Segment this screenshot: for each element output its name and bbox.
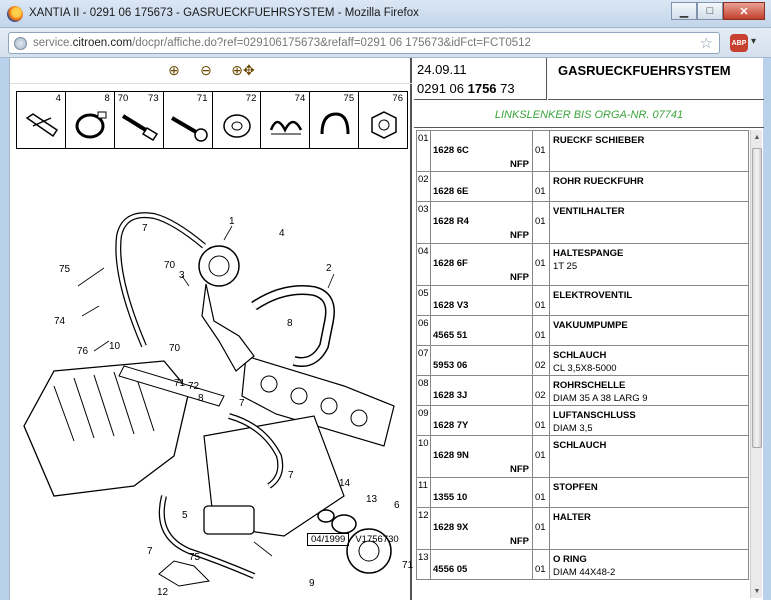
part-reference[interactable]: 1628 R4 (433, 216, 469, 227)
socket-screw-icon (170, 106, 210, 144)
pan-zoom-icon[interactable]: ⊕✥ (231, 62, 255, 78)
description-cell (550, 172, 748, 201)
quantity-cell (533, 244, 550, 285)
fastener-number: 74 (294, 93, 306, 104)
parts-row[interactable] (416, 172, 749, 202)
reference-cell (431, 478, 533, 507)
system-title: GASRUECKFUEHRSYSTEM (558, 63, 731, 78)
description-cell (550, 346, 748, 375)
callout-74: 74 (54, 316, 66, 327)
part-reference[interactable]: 1628 9N (433, 450, 469, 461)
item-number: 09 (417, 406, 431, 435)
part-name: SCHLAUCH (553, 350, 607, 361)
quantity: 01 (535, 564, 546, 575)
item-number: 07 (417, 346, 431, 375)
reference-cell (431, 436, 533, 477)
fastener-number: 72 (245, 93, 257, 104)
description-cell (550, 508, 748, 549)
nfp-flag: NFP (510, 272, 529, 283)
item-number: 03 (417, 202, 431, 243)
reference-cell (431, 131, 533, 171)
site-identity-icon[interactable] (14, 37, 27, 50)
zoom-out-icon[interactable]: ⊖ (200, 62, 212, 78)
hose-clamp-icon (72, 106, 110, 144)
window-controls (671, 2, 765, 20)
fastener-cell (17, 92, 66, 148)
adblock-icon[interactable]: ABP (730, 34, 748, 52)
diagram-reference (307, 534, 399, 545)
part-name: HALTESPANGE (553, 248, 624, 259)
quantity: 02 (535, 360, 546, 371)
callout-76: 76 (77, 346, 89, 357)
diagram-code: V1756730 (355, 534, 399, 545)
washer-icon (219, 106, 257, 144)
reference-cell (431, 244, 533, 285)
callout-75a: 75 (59, 264, 71, 275)
fastener-cell (115, 92, 164, 148)
callout-3: 3 (179, 270, 185, 281)
double-clip-icon (267, 106, 305, 144)
url-bar[interactable] (8, 32, 720, 54)
fastener-number: 71 (196, 93, 208, 104)
url-text[interactable]: service.citroen.com/docpr/affiche.do?ref=029106175673&refaff=0291 06 175673&idFct=FCT0512 (33, 37, 531, 49)
parts-row[interactable] (416, 286, 749, 316)
item-number: 13 (417, 550, 431, 579)
maximize-button[interactable]: □ (697, 2, 723, 20)
quantity-cell (533, 376, 550, 405)
quantity-cell (533, 406, 550, 435)
description-cell (550, 478, 748, 507)
adblock-dropdown-icon[interactable]: ▾ (751, 36, 757, 47)
quantity-cell (533, 316, 550, 345)
callout-5: 5 (182, 510, 188, 521)
part-reference[interactable]: 4565 51 (433, 330, 468, 341)
part-detail: DIAM 35 A 38 LARG 9 (553, 393, 648, 404)
callout-71b: 71 (402, 560, 414, 571)
exploded-parts-diagram (14, 156, 414, 598)
parts-list-pane (414, 58, 764, 600)
quantity-cell (533, 286, 550, 315)
parts-row[interactable] (416, 508, 749, 550)
quantity-cell (533, 436, 550, 477)
nfp-flag: NFP (510, 464, 529, 475)
fastener-number: 70 (117, 93, 129, 104)
quantity-cell (533, 508, 550, 549)
nut-icon (365, 106, 403, 144)
callout-8a: 8 (287, 318, 293, 329)
fastener-cell (164, 92, 213, 148)
bolt-icon (121, 106, 161, 144)
window-title: XANTIA II - 0291 06 175673 - GASRUECKFUEHRSYSTEM - Mozilla Firefox (29, 7, 419, 19)
callout-10: 10 (109, 341, 121, 352)
reference-cell (431, 376, 533, 405)
part-reference[interactable]: 1628 6C (433, 145, 469, 156)
scroll-up-icon[interactable]: ▲ (753, 133, 761, 141)
callout-70a: 70 (164, 260, 176, 271)
quantity: 01 (535, 145, 546, 156)
description-cell (550, 131, 748, 171)
quantity: 01 (535, 420, 546, 431)
quantity: 01 (535, 186, 546, 197)
callout-72: 72 (188, 381, 200, 392)
callout-13: 13 (366, 494, 378, 505)
header-info (414, 58, 547, 100)
part-reference[interactable]: 1628 6E (433, 186, 469, 197)
part-reference[interactable]: 5953 06 (433, 360, 468, 371)
scroll-down-icon[interactable]: ▼ (753, 587, 761, 595)
window-titlebar (0, 0, 771, 28)
quantity-cell (533, 172, 550, 201)
part-number: 0291 06 1756 73 (417, 81, 515, 96)
description-cell (550, 376, 748, 405)
quantity: 01 (535, 450, 546, 461)
part-reference[interactable]: 1628 6F (433, 258, 468, 269)
part-name: ELEKTROVENTIL (553, 290, 633, 301)
part-name: HALTER (553, 512, 591, 523)
reference-cell (431, 550, 533, 579)
nfp-flag: NFP (510, 536, 529, 547)
quantity-cell (533, 550, 550, 579)
callout-8b: 8 (198, 393, 204, 404)
part-reference[interactable]: 1628 3J (433, 390, 468, 401)
part-detail: DIAM 3,5 (553, 423, 593, 434)
reference-cell (431, 172, 533, 201)
callout-7a: 7 (142, 223, 148, 234)
solenoid-valve-shape (204, 506, 254, 534)
item-number: 10 (417, 436, 431, 477)
fastener-number: 8 (104, 93, 110, 104)
zoom-in-icon[interactable]: ⊕ (168, 62, 180, 78)
callout-71a: 71 (174, 378, 186, 389)
parts-row[interactable] (416, 376, 749, 406)
reference-cell (431, 508, 533, 549)
close-button[interactable]: ✕ (723, 2, 765, 20)
part-name: LUFTANSCHLUSS (553, 410, 636, 421)
model-subtitle: LINKSLENKER BIS ORGA-NR. 07741 (494, 108, 684, 121)
part-name: VAKUUMPUMPE (553, 320, 628, 331)
part-reference[interactable]: 1628 7Y (433, 420, 469, 431)
quantity-cell (533, 202, 550, 243)
parts-row[interactable] (416, 244, 749, 286)
item-number: 11 (417, 478, 431, 507)
item-number: 05 (417, 286, 431, 315)
description-cell (550, 244, 748, 285)
callout-7b: 7 (239, 398, 245, 409)
fastener-cell (310, 92, 359, 148)
description-cell (550, 286, 748, 315)
nfp-flag: NFP (510, 230, 529, 241)
parts-row[interactable] (416, 550, 749, 580)
description-cell (550, 202, 748, 243)
quantity: 01 (535, 492, 546, 503)
callout-9: 9 (309, 578, 315, 589)
diagram-date: 04/1999 (307, 533, 349, 546)
item-number: 02 (417, 172, 431, 201)
quantity-cell (533, 346, 550, 375)
clip-icon (316, 106, 354, 144)
callout-75b: 75 (189, 552, 201, 563)
fastener-cell (213, 92, 262, 148)
quantity: 02 (535, 390, 546, 401)
reference-cell (431, 406, 533, 435)
parts-row[interactable] (416, 478, 749, 508)
description-cell (550, 316, 748, 345)
quantity-cell (533, 131, 550, 171)
fastener-cell (359, 92, 407, 148)
scrollbar-thumb[interactable] (752, 148, 762, 448)
parts-row[interactable] (416, 436, 749, 478)
part-reference[interactable]: 4556 05 (433, 564, 468, 575)
header-title (548, 58, 764, 100)
quantity: 01 (535, 300, 546, 311)
part-name: ROHR RUECKFUHR (553, 176, 644, 187)
part-name: O RING (553, 554, 587, 565)
callout-1: 1 (229, 216, 235, 227)
zoom-toolbar (10, 58, 412, 84)
callout-6: 6 (394, 500, 400, 511)
reference-cell (431, 316, 533, 345)
part-detail: 1T 25 (553, 261, 578, 272)
callout-70b: 70 (169, 343, 181, 354)
quantity: 01 (535, 522, 546, 533)
firefox-logo-icon (7, 6, 23, 22)
fastener-icon-strip (16, 91, 408, 149)
subtitle-row (414, 102, 764, 128)
parts-table (416, 130, 760, 598)
part-name: VENTILHALTER (553, 206, 625, 217)
reference-cell (431, 346, 533, 375)
diagram-pane (10, 58, 412, 600)
fastener-number: 73 (148, 93, 159, 104)
part-reference[interactable]: 1355 10 (433, 492, 468, 503)
callout-4: 4 (279, 228, 285, 239)
item-number: 06 (417, 316, 431, 345)
quantity: 01 (535, 330, 546, 341)
part-reference[interactable]: 1628 9X (433, 522, 469, 533)
reference-cell (431, 286, 533, 315)
description-cell (550, 550, 748, 579)
fastener-number: 76 (392, 93, 403, 104)
parts-row[interactable] (416, 406, 749, 436)
quantity: 01 (535, 258, 546, 269)
part-reference[interactable]: 1628 V3 (433, 300, 469, 311)
part-detail: DIAM 44X48-2 (553, 567, 616, 578)
fastener-cell (261, 92, 310, 148)
callout-14: 14 (339, 478, 351, 489)
navigation-bar (0, 28, 771, 58)
item-number: 04 (417, 244, 431, 285)
callout-12: 12 (157, 587, 169, 598)
page-content (9, 58, 763, 600)
parts-row[interactable] (416, 316, 749, 346)
parts-row[interactable] (416, 346, 749, 376)
description-cell (550, 406, 748, 435)
description-cell (550, 436, 748, 477)
vertical-scrollbar[interactable] (750, 130, 762, 598)
minimize-button[interactable]: ▁ (671, 2, 697, 20)
item-number: 12 (417, 508, 431, 549)
quantity: 01 (535, 216, 546, 227)
quantity-cell (533, 478, 550, 507)
callout-7c: 7 (147, 546, 153, 557)
part-detail: CL 3,5X8-5000 (553, 363, 617, 374)
fastener-number: 4 (55, 93, 61, 104)
part-name: RUECKF SCHIEBER (553, 135, 645, 146)
bookmark-star-icon[interactable]: ☆ (699, 35, 713, 52)
parts-row[interactable] (416, 202, 749, 244)
callout-2: 2 (326, 263, 332, 274)
item-number: 01 (417, 131, 431, 171)
fastener-number: 75 (343, 93, 355, 104)
part-name: STOPFEN (553, 482, 598, 493)
nfp-flag: NFP (510, 159, 529, 170)
callout-7d: 7 (288, 470, 294, 481)
item-number: 08 (417, 376, 431, 405)
catalog-date: 24.09.11 (417, 62, 467, 77)
part-name: SCHLAUCH (553, 440, 607, 451)
fastener-cell (66, 92, 115, 148)
part-name: ROHRSCHELLE (553, 380, 626, 391)
parts-row[interactable] (416, 130, 749, 172)
clip-icon (23, 106, 61, 144)
reference-cell (431, 202, 533, 243)
